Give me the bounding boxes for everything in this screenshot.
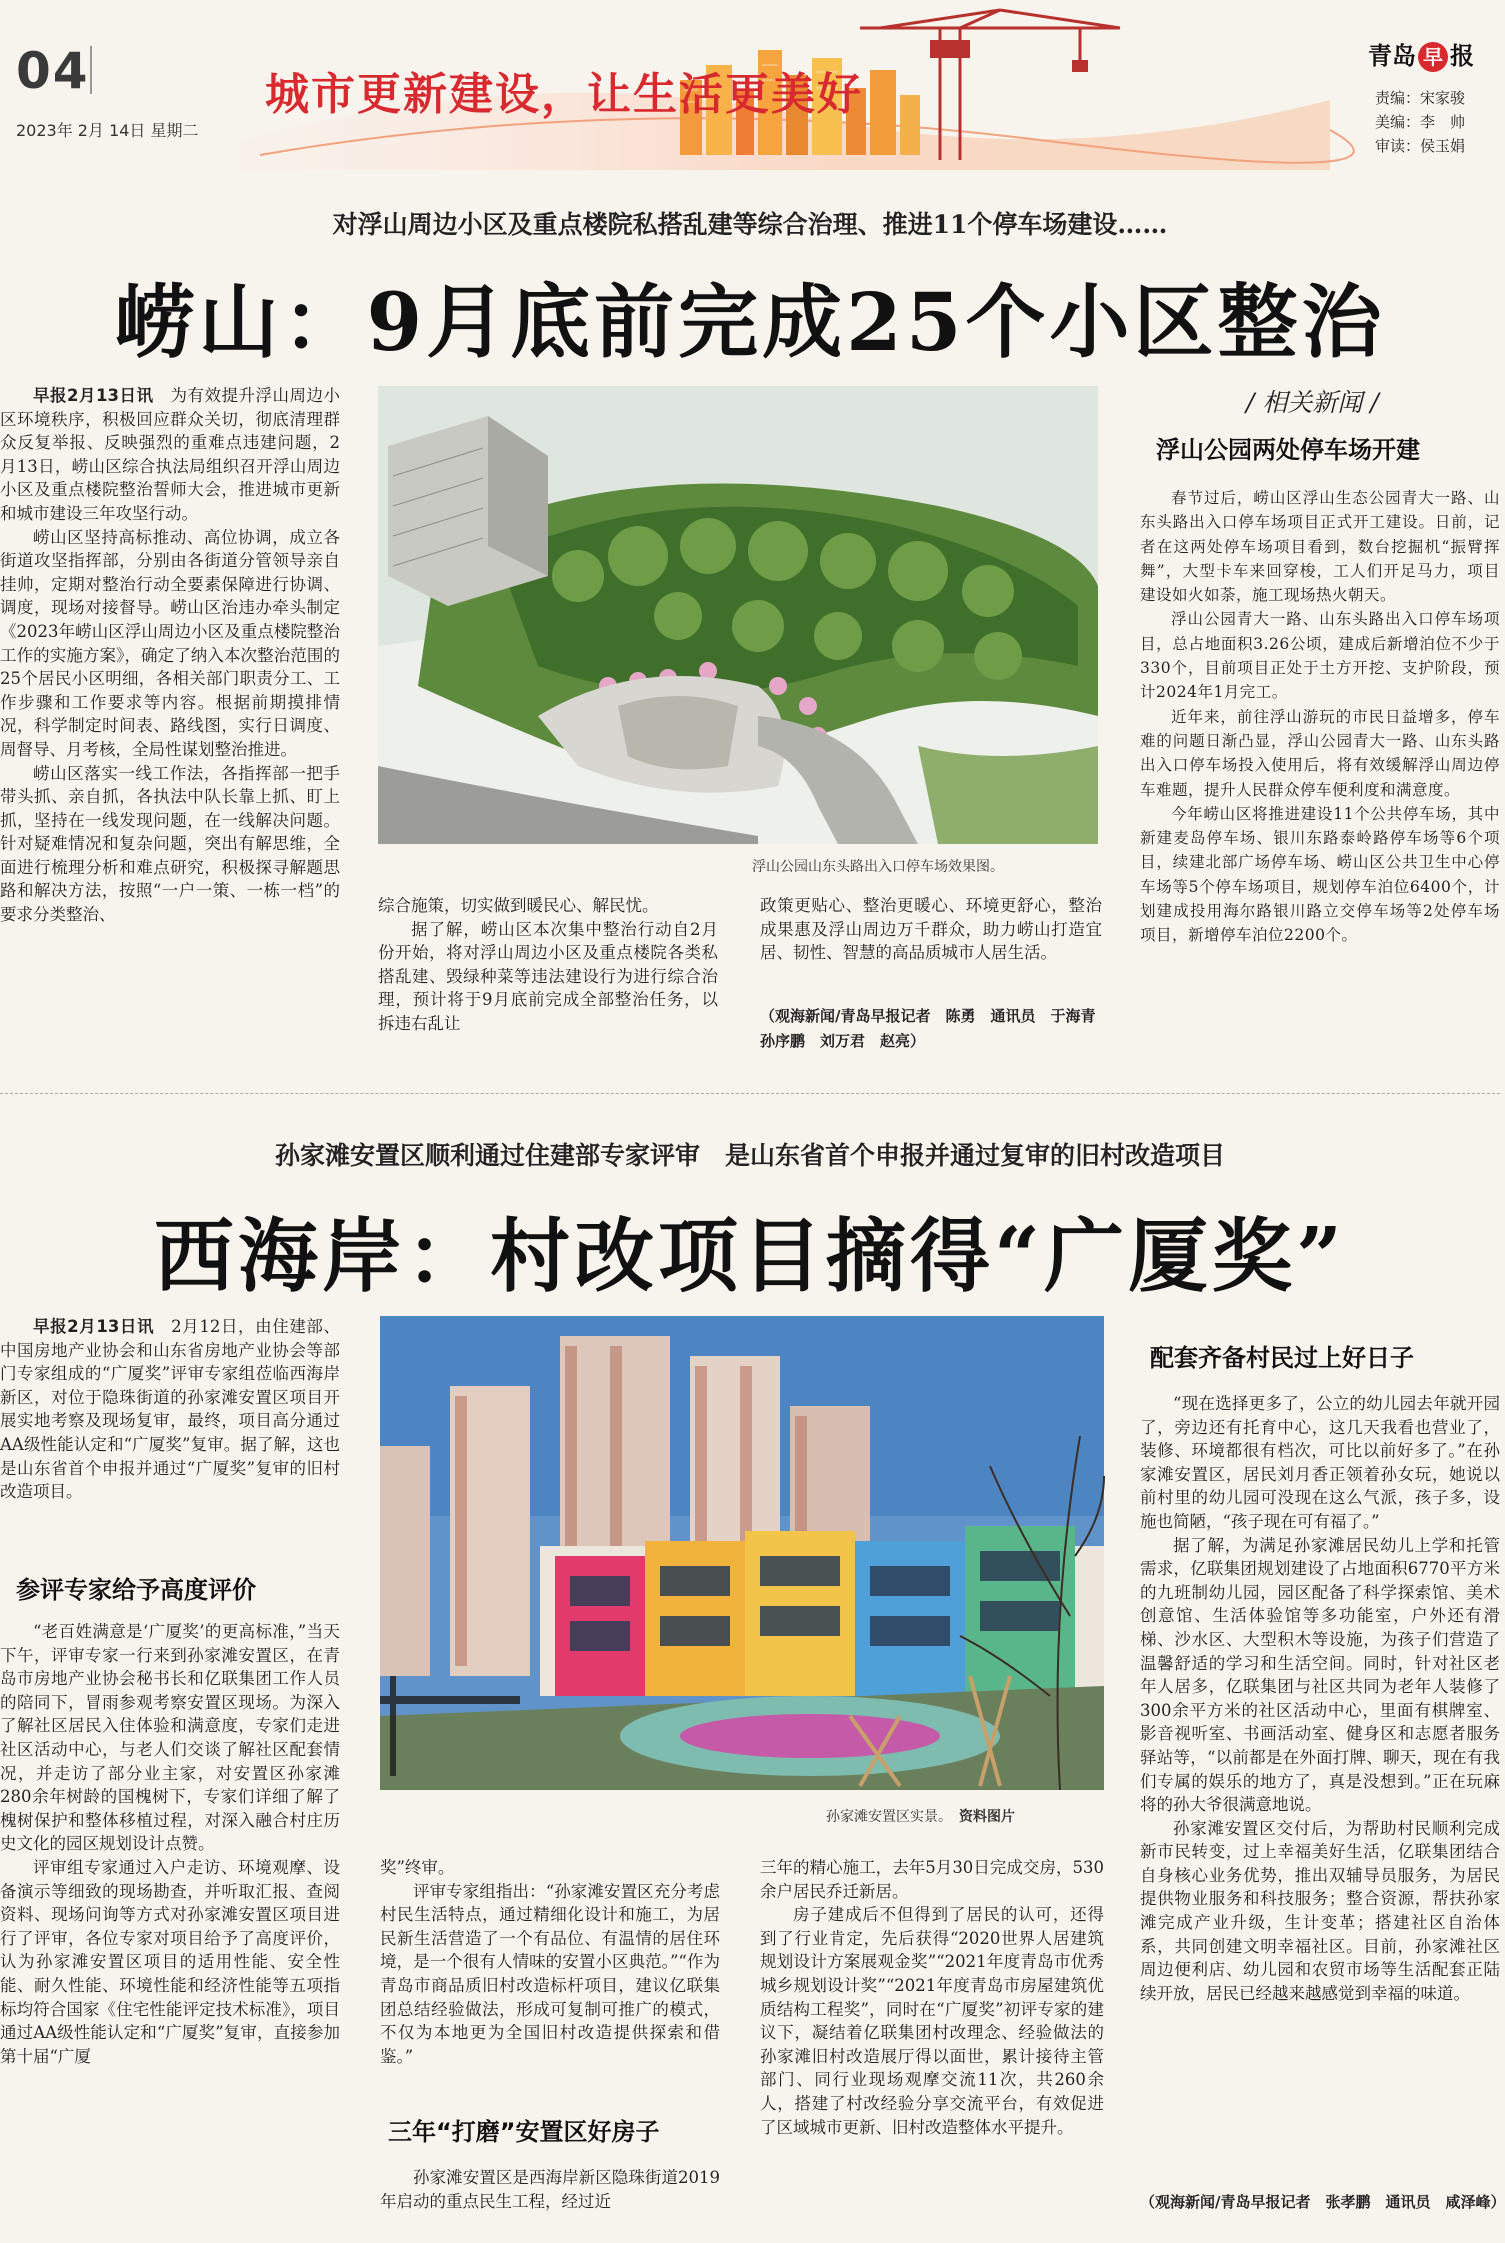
- paragraph: [1140, 486, 1500, 607]
- paragraph-text: 综合施策，切实做到暖民心、解民忧。: [378, 896, 659, 915]
- paragraph: [0, 762, 340, 927]
- designer-line: 美编：李 帅: [1375, 113, 1466, 131]
- story2-subhead-experts: 参评专家给予高度评价: [16, 1576, 256, 1604]
- story-divider: [0, 1093, 1500, 1096]
- story2-column-1-top: [0, 1315, 340, 1555]
- story2-column-4: [1140, 1392, 1500, 2182]
- dateline: 早报2月13日讯: [33, 386, 154, 405]
- paragraph-text: 为有效提升浮山周边小区环境秩序，积极回应群众关切，彻底清理群众反复举报、反映强烈的重难点违建问题，2月13日，崂山区综合执法局组织召开浮山周边小区及重点楼院整治誓师大会，推进城市更新和城市建设三年攻坚行动。: [0, 386, 340, 523]
- paragraph-text: 评审组专家通过入户走访、环境观摩、设备演示等细致的现场勘查，并听取汇报、查阅资料、现场问询等方式对孙家滩安置区项目进行了评审，各位专家对项目给予了高度评价，认为孙家滩安置区项目的适用性能、安全性能、耐久性能、环境性能和经济性能等五项指标均符合国家《住宅性能评定技术标准》，项目通过AA级性能认定和“广厦奖”复审，直接参加第十届“广厦: [0, 1857, 340, 2066]
- paragraph: [380, 1856, 720, 1880]
- section-title: 城市更新建设，让生活更美好: [265, 69, 863, 120]
- crane-hook: [1072, 60, 1088, 72]
- paragraph: [380, 1880, 720, 2069]
- paragraph-text: 三年的精心施工，去年5月30日完成交房，530余户居民乔迁新居。: [760, 1858, 1104, 1901]
- paragraph: [0, 1315, 340, 1504]
- related-news-label: / 相关新闻 /: [1246, 388, 1379, 417]
- story1-headline: 崂山：9月底前完成25个小区整治: [114, 275, 1386, 369]
- dateline: 早报2月13日讯: [33, 1317, 155, 1336]
- paragraph-text: 政策更贴心、整治更暖心、环境更舒心，整治成果惠及浮山周边万千群众，助力崂山打造宜居、韧性、智慧的高品质城市人居生活。: [760, 896, 1102, 963]
- paragraph-text: 房子建成后不但得到了居民的认可，还得到了行业肯定，先后获得“2020世界人居建筑规划设计方案展观金奖”“2021年度青岛市优秀城乡规划设计奖”“2021年度青岛市房屋建筑优质结构工程奖”，同时在“广厦奖”初评专家的建议下，凝结着亿联集团村改理念、经验做法的孙家滩旧村改造展厅得以面世，累计接待主管部门、同行业现场观摩交流11次，共260余人，搭建了村改经验分享交流平台，有效促进了区域城市更新、旧村改造整体水平提升。: [760, 1905, 1104, 2137]
- story2-column-2-bottom: [380, 2166, 720, 2243]
- story2-photo-caption-text: 孙家滩安置区实景。: [826, 1809, 945, 1825]
- story1-photo-caption: 浮山公园山东头路出入口停车场效果图。: [752, 859, 1004, 875]
- paragraph: [1140, 1817, 1500, 2006]
- paragraph-text: 崂山区落实一线工作法，各指挥部一把手带头抓、亲自抓，各执法中队长靠上抓、盯上抓，坚持在一线发现问题，在一线解决问题。针对疑难情况和复杂问题，突出有解思维，全面进行梳理分析和难点研究，积极探寻解题思路和解决方法，按照“一户一策、一栋一档”的要求分类整治、: [0, 763, 340, 925]
- page-number: 04: [16, 42, 90, 100]
- parking-rendering-illustration: [378, 386, 1098, 844]
- paragraph: [1140, 607, 1500, 704]
- editor-line: 责编：宋家骏: [1375, 89, 1466, 107]
- paragraph-text: “现在选择更多了，公立的幼儿园去年就开园了，旁边还有托育中心，这几天我看也营业了，装修、环境都很有档次，可比以前好多了。”在孙家滩安置区，居民刘月香正领着孙女玩，她说以前村里的幼儿园可没现在这么气派，孩子多，设施也简陋，“孩子现在可有福了。”: [1140, 1394, 1500, 1531]
- story2-headline: 西海岸：村改项目摘得“广厦奖”: [153, 1209, 1347, 1303]
- logo-text-right: 报: [1450, 42, 1474, 70]
- paragraph-text: 评审专家组指出：“孙家滩安置区充分考虑村民生活特点，通过精细化设计和施工，为居民新生活营造了一个有品位、有温情的居住环境，是一个很有人情味的安置小区典范。”“作为青岛市商品质旧村改造标杆项目，建议亿联集团总结经验做法，形成可复制可推广的模式，不仅为本地更为全国旧村改造提供探索和借鉴。”: [380, 1881, 720, 2066]
- paragraph-text: 浮山公园青大一路、山东头路出入口停车场项目，总占地面积3.26公顷，建成后新增泊位不少于330个，目前项目正处于土方开挖、支护阶段，预计2024年1月完工。: [1140, 610, 1500, 702]
- paragraph: [0, 1620, 340, 1856]
- story1-column-3: [760, 894, 1102, 994]
- page-number-divider: [90, 46, 92, 94]
- paragraph-text: 2月12日，由住建部、中国房地产业协会和山东省房地产业协会等部门专家组成的“广厦奖”评审专家组莅临西海岸新区，对位于隐珠街道的孙家滩安置区项目开展实地考察及现场复审，最终，项目高分通过AA级性能认定和“广厦奖”复审。据了解，这也是山东省首个申报并通过“广厦奖”复审的旧村改造项目。: [0, 1317, 340, 1502]
- newspaper-logo: [1368, 36, 1474, 72]
- paragraph: [760, 894, 1102, 965]
- story1-photo-parking-rendering: [378, 386, 1098, 844]
- logo-text-left: 青岛: [1368, 42, 1416, 70]
- story2-photo-source: 资料图片: [959, 1809, 1015, 1825]
- paragraph: [0, 526, 340, 762]
- paragraph-text: 崂山区坚持高标推动、高位协调，成立各街道攻坚指挥部，分别由各街道分管领导亲自挂帅，定期对整治行动全要素保障进行协调、调度，现场对接督导。崂山区治违办牵头制定《2023年崂山区浮山周边小区及重点楼院整治工作的实施方案》，确定了纳入本次整治范围的25个居民小区明细，各相关部门职责分工、工作步骤和工作要求等内容。根据前期摸排情况，科学制定时间表、路线图，实行日调度、周督导、月考核，全局性谋划整治推进。: [0, 527, 340, 759]
- paragraph: [1140, 1392, 1500, 1534]
- paragraph: [378, 918, 718, 1036]
- kindergarten-photo-illustration: [380, 1316, 1104, 1790]
- paragraph-text: 孙家滩安置区是西海岸新区隐珠街道2019年启动的重点民生工程，经过近: [380, 2168, 720, 2211]
- paragraph-text: 据了解，崂山区本次集中整治行动自2月份开始，将对浮山周边小区及重点楼院各类私搭乱建、毁绿种菜等违法建设行为进行综合治理，预计将于9月底前完成全部整治任务，以拆违右乱让: [378, 919, 718, 1033]
- story1-column-1: [0, 384, 340, 1064]
- story1-column-2: [378, 894, 718, 1064]
- story2-photo-kindergarten: [380, 1316, 1104, 1790]
- story1-credit: （观海新闻/青岛早报记者 陈勇 通讯员 于海青 孙序鹏 刘万君 赵亮）: [760, 1007, 1111, 1050]
- paragraph: [378, 894, 718, 918]
- paragraph: [0, 384, 340, 526]
- story2-subhead-three-years: 三年“打磨”安置区好房子: [388, 2118, 660, 2146]
- paragraph: [1140, 1534, 1500, 1817]
- paragraph-text: “老百姓满意是‘广厦奖’的更高标准，”当天下午，评审专家一行来到孙家滩安置区，在青岛市房地产业协会秘书长和亿联集团工作人员的陪同下，冒雨参观考察安置区现场。为深入了解社区居民入住体验和满意度，专家们走进社区活动中心，与老人们交谈了解社区配套情况，并走访了部分业主家，对安置区孙家滩280余年树龄的国槐树下，专家们详细了解了槐树保护和整体移植过程，对深入融合村庄历史文化的园区规划设计点赞。: [0, 1622, 340, 1854]
- editor-credits: [1375, 86, 1465, 158]
- story2-column-1-bottom: [0, 1620, 340, 2243]
- logo-seal-icon: 早: [1418, 42, 1448, 72]
- paragraph: [380, 2166, 720, 2213]
- masthead: [0, 0, 1500, 168]
- paragraph: [760, 1903, 1104, 2139]
- paragraph-text: 奖”终审。: [380, 1858, 455, 1877]
- paragraph: [760, 1856, 1104, 1903]
- related-news-title: 浮山公园两处停车场开建: [1156, 436, 1420, 464]
- paragraph-text: 今年崂山区将推进建设11个公共停车场，其中新建麦岛停车场、银川东路泰岭路停车场等6个项目，续建北部广场停车场、崂山区公共卫生中心停车场等5个停车场项目，规划停车泊位6400个，计划建成投用海尔路银川路立交停车场等2处停车场项目，新增停车泊位2200个。: [1140, 804, 1500, 945]
- story2-credit: （观海新闻/青岛早报记者 张孝鹏 通讯员 咸泽峰）: [1140, 2193, 1505, 2211]
- paragraph-text: 近年来，前往浮山游玩的市民日益增多，停车难的问题日渐凸显，浮山公园青大一路、山东头路出入口停车场投入使用后，将有效缓解浮山周边停车难题，提升人民群众停车便利度和满意度。: [1140, 707, 1500, 799]
- paragraph-text: 孙家滩安置区交付后，为帮助村民顺利完成新市民转变，过上幸福美好生活，亿联集团结合自身核心业务优势，推出双辅导员服务，为居民提供物业服务和科技服务；整合资源，帮扶孙家滩完成产业升级，生计变革；搭建社区自治体系，共同创建文明幸福社区。目前，孙家滩社区周边便利店、幼儿园和农贸市场等生活配套正陆续开放，居民已经越来越感觉到幸福的味道。: [1140, 1818, 1500, 2003]
- story2-subhead-amenities: 配套齐备村民过上好日子: [1150, 1344, 1414, 1372]
- related-news-body: [1140, 486, 1500, 1066]
- proofreader-line: 审读：侯玉娟: [1375, 137, 1466, 155]
- story2-photo-caption: [826, 1806, 1015, 1826]
- paragraph: [1140, 802, 1500, 948]
- issue-date: 2023年 2月 14日 星期二: [16, 121, 199, 140]
- paragraph-text: 春节过后，崂山区浮山生态公园青大一路、山东头路出入口停车场项目正式开工建设。日前，记者在这两处停车场项目看到，数台挖掘机“振臂挥舞”，大型卡车来回穿梭，工人们开足马力，项目建设如火如荼，施工现场热火朝天。: [1140, 489, 1500, 605]
- story2-kicker: 孙家滩安置区顺利通过住建部专家评审 是山东省首个申报并通过复审的旧村改造项目: [274, 1141, 1225, 1170]
- story2-column-2: [380, 1856, 720, 2092]
- story2-column-3: [760, 1856, 1104, 2243]
- paragraph: [1140, 705, 1500, 802]
- paragraph-text: 据了解，为满足孙家滩居民幼儿上学和托管需求，亿联集团规划建设了占地面积6770平方米的九班制幼儿园，园区配备了科学探索馆、美术创意馆、生活体验馆等多功能室，户外还有滑梯、沙水区、大型积木等设施，为孩子们营造了温馨舒适的学习和生活空间。同时，针对社区老年人居多，亿联集团与社区共同为老年人装修了300余平方米的社区活动中心，里面有棋牌室、影音视听室、书画活动室、健身区和志愿者服务驿站等，“以前都是在外面打牌、聊天，现在有我们专属的娱乐的地方了，真是没想到。”正在玩麻将的孙大爷很满意地说。: [1140, 1535, 1500, 1815]
- story1-kicker: 对浮山周边小区及重点楼院私搭乱建等综合治理、推进11个停车场建设……: [332, 210, 1168, 239]
- paragraph: [0, 1856, 340, 2068]
